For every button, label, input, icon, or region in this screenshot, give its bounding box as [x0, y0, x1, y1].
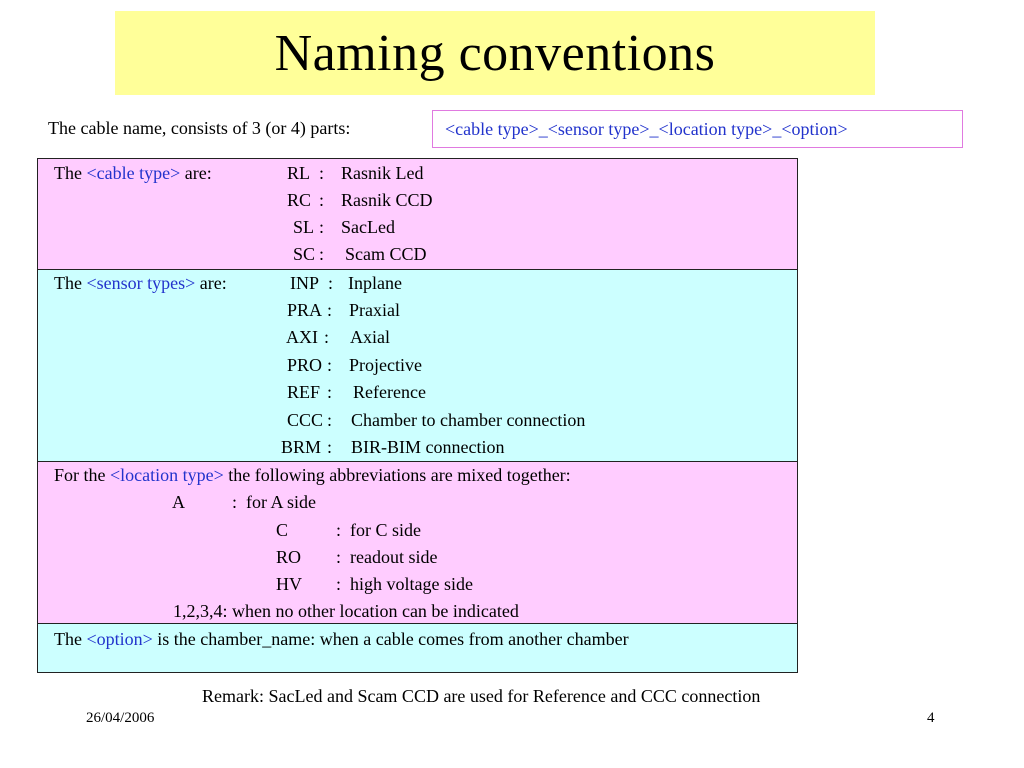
sensor-sep: : — [324, 327, 330, 347]
cable-heading-suffix: are: — [180, 163, 212, 183]
cable-code: SC — [293, 244, 316, 264]
cable-sep: : — [319, 190, 325, 210]
sensor-item-brm — [281, 436, 504, 458]
location-item-ro — [276, 546, 437, 568]
cable-type-panel — [37, 158, 798, 270]
sensor-item-ccc — [287, 409, 585, 431]
cable-type-term: <cable type> — [86, 163, 181, 183]
cable-item-sc — [293, 243, 427, 265]
sensor-type-panel — [37, 269, 798, 462]
location-type-heading — [54, 464, 571, 486]
remark-text: Remark: SacLed and Scam CCD are used for Reference and CCC connection — [202, 686, 761, 706]
location-item-c — [276, 519, 421, 541]
location-sep: : — [336, 520, 342, 540]
sensor-sep: : — [327, 355, 333, 375]
option-suffix: is the chamber_name: when a cable comes from another chamber — [152, 629, 629, 649]
sensor-sep: : — [328, 273, 334, 293]
location-desc: for C side — [350, 520, 421, 540]
cable-code: RL — [287, 163, 311, 183]
location-item-hv — [276, 573, 473, 595]
footer-date: 26/04/2006 — [86, 710, 155, 726]
sensor-desc: Projective — [349, 355, 422, 375]
cable-item-sl — [293, 216, 395, 238]
location-desc: for A side — [246, 492, 316, 512]
cable-sep: : — [319, 217, 325, 237]
sensor-sep: : — [327, 300, 333, 320]
cable-desc: SacLed — [341, 217, 395, 237]
location-sep: : — [336, 574, 342, 594]
sensor-type-heading — [54, 272, 227, 294]
intro-text: The cable name, consists of 3 (or 4) parts: — [48, 118, 351, 138]
cable-type-heading — [54, 162, 212, 184]
title-banner — [115, 11, 875, 95]
location-item-a — [172, 491, 316, 513]
location-type-panel — [37, 461, 798, 624]
sensor-code: REF — [287, 382, 321, 402]
format-pattern-box — [432, 110, 963, 148]
location-code: RO — [276, 547, 302, 567]
sensor-code: CCC — [287, 410, 324, 430]
location-sep: : — [232, 492, 238, 512]
sensor-code: PRA — [287, 300, 323, 320]
slide-title: Naming conventions — [274, 24, 716, 82]
option-term: <option> — [86, 629, 153, 649]
sensor-code: PRO — [287, 355, 323, 375]
sensor-desc: Reference — [353, 382, 426, 402]
cable-desc: Scam CCD — [345, 244, 427, 264]
cable-heading-prefix: The — [54, 163, 87, 183]
cable-sep: : — [319, 244, 325, 264]
format-pattern: <cable type>_<sensor type>_<location type>_<option> — [445, 118, 848, 139]
sensor-item-pro — [287, 354, 422, 376]
sensor-item-inp — [290, 272, 402, 294]
location-code: HV — [276, 574, 302, 594]
sensor-heading-suffix: are: — [195, 273, 227, 293]
sensor-item-pra — [287, 299, 400, 321]
location-type-term: <location type> — [110, 465, 224, 485]
cable-desc: Rasnik CCD — [341, 190, 433, 210]
option-prefix: The — [54, 629, 87, 649]
sensor-sep: : — [327, 437, 333, 457]
location-desc: readout side — [350, 547, 438, 567]
location-heading-suffix: the following abbreviations are mixed together: — [223, 465, 571, 485]
sensor-code: INP — [290, 273, 320, 293]
location-note: 1,2,3,4: when no other location can be indicated — [173, 601, 519, 621]
sensor-type-term: <sensor types> — [86, 273, 196, 293]
sensor-code: AXI — [286, 327, 318, 347]
location-code: C — [276, 520, 289, 540]
cable-desc: Rasnik Led — [341, 163, 424, 183]
cable-item-rc — [287, 189, 433, 211]
sensor-desc: BIR-BIM connection — [351, 437, 505, 457]
option-text — [54, 628, 629, 650]
location-heading-prefix: For the — [54, 465, 110, 485]
sensor-sep: : — [327, 382, 333, 402]
cable-sep: : — [319, 163, 325, 183]
sensor-desc: Axial — [350, 327, 390, 347]
cable-code: RC — [287, 190, 312, 210]
location-desc: high voltage side — [350, 574, 473, 594]
location-code: A — [172, 492, 185, 512]
sensor-desc: Inplane — [348, 273, 402, 293]
sensor-item-axi — [286, 326, 390, 348]
sensor-code: BRM — [281, 437, 322, 457]
sensor-item-ref — [287, 381, 426, 403]
cable-code: SL — [293, 217, 315, 237]
sensor-desc: Praxial — [349, 300, 400, 320]
sensor-sep: : — [327, 410, 333, 430]
sensor-desc: Chamber to chamber connection — [351, 410, 586, 430]
location-sep: : — [336, 547, 342, 567]
option-panel — [37, 623, 798, 673]
sensor-heading-prefix: The — [54, 273, 87, 293]
page-number: 4 — [927, 710, 935, 726]
cable-item-rl — [287, 162, 424, 184]
